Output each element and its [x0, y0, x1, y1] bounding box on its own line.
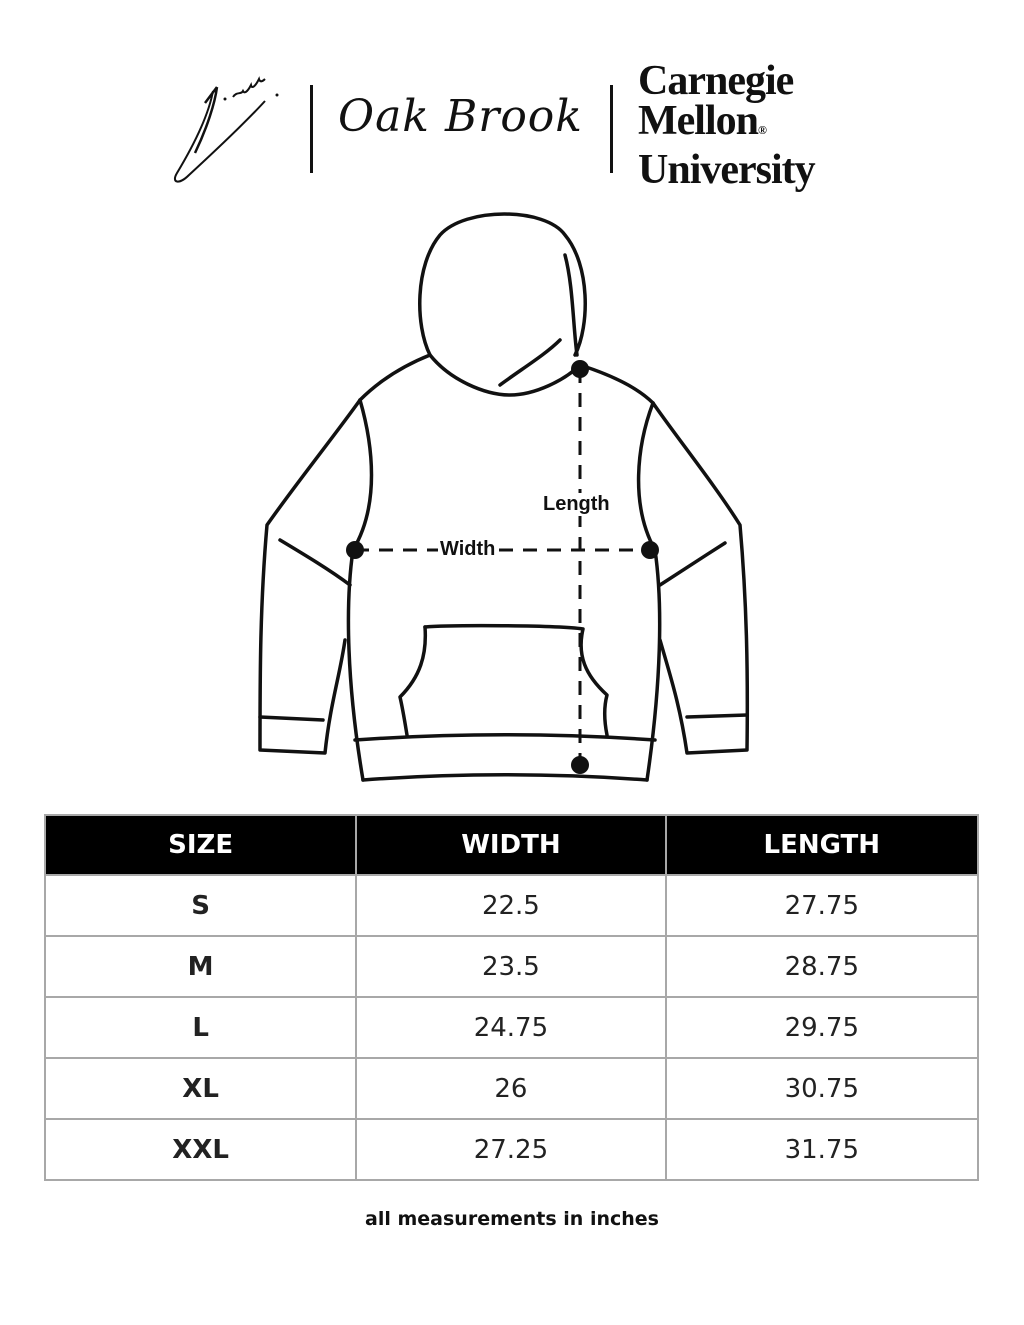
width-cell: 24.75	[356, 997, 665, 1058]
size-cell: XXL	[45, 1119, 356, 1180]
cmu-line-3: University	[638, 147, 815, 193]
cmu-logo	[638, 58, 815, 193]
size-chart-table	[44, 814, 979, 1181]
header-width: WIDTH	[356, 815, 665, 875]
length-cell: 28.75	[666, 936, 978, 997]
size-cell: L	[45, 997, 356, 1058]
length-cell: 31.75	[666, 1119, 978, 1180]
table-header-row	[45, 815, 978, 875]
cmu-line-1: Carnegie	[638, 58, 794, 104]
logo-header	[0, 55, 1024, 205]
width-label: Width	[440, 538, 496, 560]
width-cell: 23.5	[356, 936, 665, 997]
size-cell: M	[45, 936, 356, 997]
width-cell: 27.25	[356, 1119, 665, 1180]
length-cell: 30.75	[666, 1058, 978, 1119]
width-cell: 22.5	[356, 875, 665, 936]
logo-divider	[610, 85, 613, 173]
table-row	[45, 936, 978, 997]
hoodie-diagram	[255, 205, 755, 790]
registered-mark: ®	[757, 123, 767, 137]
measurement-footnote: all measurements in inches	[365, 1208, 659, 1230]
width-cell: 26	[356, 1058, 665, 1119]
length-cell: 27.75	[666, 875, 978, 936]
length-cell: 29.75	[666, 997, 978, 1058]
table-row	[45, 1058, 978, 1119]
logo-divider	[310, 85, 313, 173]
size-cell: S	[45, 875, 356, 936]
header-size: SIZE	[45, 815, 356, 875]
size-cell: XL	[45, 1058, 356, 1119]
cmu-line-2: Mellon®	[638, 98, 767, 144]
table-row	[45, 875, 978, 936]
length-label: Length	[543, 493, 610, 515]
table-row	[45, 997, 978, 1058]
hoodie-outline-icon	[255, 205, 755, 790]
header-length: LENGTH	[666, 815, 978, 875]
table-row	[45, 1119, 978, 1180]
oak-brook-logo: Oak Brook	[338, 91, 583, 142]
signature-logo-icon	[165, 73, 290, 185]
